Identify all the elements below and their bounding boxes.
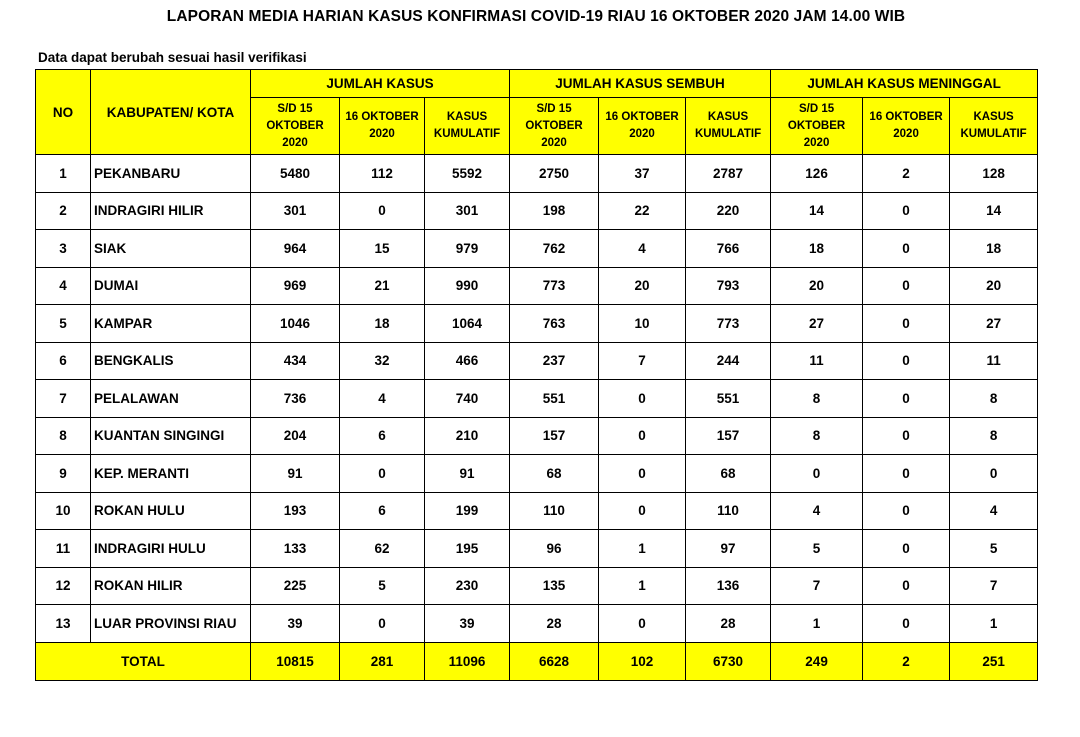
subheader-line: 2020 [803,136,830,149]
cell-deaths-prev: 5 [771,530,863,568]
cell-cases-today: 21 [340,267,425,305]
cell-cases-today: 5 [340,567,425,605]
cell-deaths-prev: 8 [771,380,863,418]
cell-deaths-prev: 4 [771,492,863,530]
cell-recovered-cumulative: 97 [686,530,771,568]
total-recovered-cumulative: 6730 [686,642,771,680]
cell-cases-cumulative: 990 [425,267,510,305]
cell-recovered-prev: 762 [510,230,599,268]
row-no: 8 [36,417,91,455]
table-row [36,230,1038,268]
cell-cases-prev: 434 [251,342,340,380]
report-title: LAPORAN MEDIA HARIAN KASUS KONFIRMASI COVID-19 RIAU 16 OKTOBER 2020 JAM 14.00 WIB [166,8,906,25]
cell-recovered-prev: 551 [510,380,599,418]
total-recovered-today: 102 [599,642,686,680]
cell-recovered-prev: 157 [510,417,599,455]
subheader-recovered-prev [510,98,599,155]
subheader-line: S/D 15 [277,102,313,115]
table-row [36,455,1038,493]
cell-deaths-cumulative: 1 [950,605,1038,643]
cell-recovered-today: 0 [599,417,686,455]
subheader-line: 2020 [893,128,919,140]
cell-deaths-cumulative: 20 [950,267,1038,305]
cell-deaths-prev: 20 [771,267,863,305]
cell-deaths-cumulative: 11 [950,342,1038,380]
cell-deaths-cumulative: 8 [950,380,1038,418]
cell-cases-today: 18 [340,305,425,343]
table-row [36,417,1038,455]
total-deaths-cumulative: 251 [950,642,1038,680]
cell-recovered-today: 22 [599,192,686,230]
cell-deaths-cumulative: 14 [950,192,1038,230]
cell-deaths-prev: 11 [771,342,863,380]
cell-cases-prev: 736 [251,380,340,418]
cell-deaths-prev: 27 [771,305,863,343]
cell-cases-cumulative: 195 [425,530,510,568]
subheader-deaths-prev [771,98,863,155]
cell-cases-today: 6 [340,417,425,455]
total-deaths-today: 2 [863,642,950,680]
subheader-line: OKTOBER [266,119,324,132]
table-row [36,492,1038,530]
subheader-deaths-cumulative [950,98,1038,155]
row-city: PELALAWAN [91,380,251,418]
cell-cases-today: 15 [340,230,425,268]
cell-recovered-cumulative: 551 [686,380,771,418]
total-cases-cumulative: 11096 [425,642,510,680]
subheader-line: KUMULATIF [433,128,501,140]
cell-recovered-prev: 2750 [510,155,599,193]
cell-deaths-today: 0 [863,605,950,643]
subheader-line: 16 OKTOBER [345,111,419,123]
cell-cases-today: 0 [340,192,425,230]
row-no: 6 [36,342,91,380]
cell-deaths-cumulative: 4 [950,492,1038,530]
cell-recovered-cumulative: 68 [686,455,771,493]
cell-recovered-today: 0 [599,380,686,418]
table-row [36,267,1038,305]
row-city: LUAR PROVINSI RIAU [91,605,251,643]
subheader-line: S/D 15 [798,102,835,115]
header-group-deaths: JUMLAH KASUS MENINGGAL [771,70,1038,98]
table-row [36,530,1038,568]
cell-cases-cumulative: 210 [425,417,510,455]
row-city: ROKAN HILIR [91,567,251,605]
cell-deaths-today: 0 [863,455,950,493]
table-row [36,192,1038,230]
cell-recovered-today: 1 [599,530,686,568]
cell-deaths-cumulative: 5 [950,530,1038,568]
cell-recovered-cumulative: 773 [686,305,771,343]
cell-recovered-prev: 198 [510,192,599,230]
cell-recovered-today: 1 [599,567,686,605]
cell-recovered-cumulative: 110 [686,492,771,530]
cell-recovered-today: 7 [599,342,686,380]
cell-deaths-today: 0 [863,342,950,380]
cell-recovered-cumulative: 220 [686,192,771,230]
header-no: NO [36,70,91,155]
cell-deaths-today: 0 [863,230,950,268]
cell-cases-cumulative: 740 [425,380,510,418]
row-city: ROKAN HULU [91,492,251,530]
table-body [36,155,1038,681]
cell-recovered-cumulative: 244 [686,342,771,380]
cell-deaths-today: 0 [863,380,950,418]
subheader-cases-cumulative [425,98,510,155]
cell-deaths-today: 0 [863,417,950,455]
row-city: KEP. MERANTI [91,455,251,493]
cell-recovered-today: 0 [599,492,686,530]
cell-cases-cumulative: 1064 [425,305,510,343]
subheader-line: KUMULATIF [960,128,1027,140]
cell-recovered-today: 10 [599,305,686,343]
row-no: 11 [36,530,91,568]
row-city: KAMPAR [91,305,251,343]
cell-deaths-cumulative: 128 [950,155,1038,193]
cell-cases-cumulative: 91 [425,455,510,493]
cell-deaths-today: 2 [863,155,950,193]
total-deaths-prev: 249 [771,642,863,680]
subheader-line: OKTOBER [787,119,846,132]
subheader-line: OKTOBER [525,119,583,132]
cell-deaths-prev: 1 [771,605,863,643]
subheader-line: KASUS [707,111,749,123]
row-no: 10 [36,492,91,530]
cell-recovered-prev: 773 [510,267,599,305]
cell-recovered-prev: 237 [510,342,599,380]
row-no: 5 [36,305,91,343]
cell-recovered-today: 20 [599,267,686,305]
table-row [36,567,1038,605]
cell-deaths-cumulative: 7 [950,567,1038,605]
cell-cases-prev: 133 [251,530,340,568]
cell-cases-today: 0 [340,605,425,643]
subheader-line: 16 OKTOBER [869,111,943,123]
total-row [36,642,1038,680]
cell-deaths-cumulative: 0 [950,455,1038,493]
cell-recovered-cumulative: 157 [686,417,771,455]
cell-deaths-prev: 18 [771,230,863,268]
subheader-line: 2020 [541,136,567,149]
cell-cases-prev: 969 [251,267,340,305]
row-no: 9 [36,455,91,493]
header-city: KABUPATEN/ KOTA [91,70,251,155]
table-row [36,155,1038,193]
subheader-deaths-today [863,98,950,155]
cell-deaths-today: 0 [863,492,950,530]
cell-recovered-prev: 28 [510,605,599,643]
cell-deaths-cumulative: 27 [950,305,1038,343]
cell-recovered-prev: 110 [510,492,599,530]
row-city: DUMAI [91,267,251,305]
table-row [36,342,1038,380]
cell-deaths-prev: 14 [771,192,863,230]
cell-cases-cumulative: 39 [425,605,510,643]
cell-recovered-prev: 96 [510,530,599,568]
row-city: BENGKALIS [91,342,251,380]
cell-recovered-cumulative: 2787 [686,155,771,193]
cell-recovered-today: 0 [599,605,686,643]
cell-cases-prev: 39 [251,605,340,643]
subheader-cases-prev [251,98,340,155]
subheader-line: KASUS [446,111,488,123]
cell-deaths-today: 0 [863,530,950,568]
cell-cases-prev: 1046 [251,305,340,343]
cell-deaths-today: 0 [863,267,950,305]
cell-cases-prev: 91 [251,455,340,493]
subheader-line: 2020 [282,136,308,149]
table-row [36,305,1038,343]
cell-recovered-cumulative: 28 [686,605,771,643]
total-recovered-prev: 6628 [510,642,599,680]
cell-cases-today: 32 [340,342,425,380]
subheader-line: 16 OKTOBER [605,111,679,123]
cell-cases-cumulative: 301 [425,192,510,230]
cell-recovered-today: 37 [599,155,686,193]
cell-cases-cumulative: 199 [425,492,510,530]
cell-deaths-cumulative: 18 [950,230,1038,268]
cell-recovered-today: 4 [599,230,686,268]
cell-recovered-today: 0 [599,455,686,493]
cell-cases-prev: 193 [251,492,340,530]
cell-recovered-prev: 763 [510,305,599,343]
cell-recovered-cumulative: 793 [686,267,771,305]
subheader-line: 2020 [369,128,395,140]
row-no: 4 [36,267,91,305]
cell-deaths-prev: 8 [771,417,863,455]
header-group-cases: JUMLAH KASUS [251,70,510,98]
cell-cases-cumulative: 5592 [425,155,510,193]
subheader-cases-today [340,98,425,155]
row-no: 1 [36,155,91,193]
cell-cases-cumulative: 230 [425,567,510,605]
row-no: 2 [36,192,91,230]
subheader-line: KUMULATIF [694,128,762,140]
cell-recovered-prev: 135 [510,567,599,605]
cell-deaths-prev: 126 [771,155,863,193]
row-no: 13 [36,605,91,643]
row-no: 7 [36,380,91,418]
table-row [36,380,1038,418]
cell-deaths-prev: 7 [771,567,863,605]
row-city: INDRAGIRI HILIR [91,192,251,230]
subheader-recovered-today [599,98,686,155]
header-group-recovered: JUMLAH KASUS SEMBUH [510,70,771,98]
cell-cases-prev: 5480 [251,155,340,193]
cell-recovered-prev: 68 [510,455,599,493]
cell-cases-today: 4 [340,380,425,418]
cell-cases-today: 6 [340,492,425,530]
total-label: TOTAL [36,642,251,680]
cell-cases-prev: 204 [251,417,340,455]
subheader-recovered-cumulative [686,98,771,155]
row-no: 12 [36,567,91,605]
cell-cases-today: 112 [340,155,425,193]
cell-cases-prev: 964 [251,230,340,268]
verification-note: Data dapat berubah sesuai hasil verifikasi [38,50,307,65]
row-no: 3 [36,230,91,268]
cell-recovered-cumulative: 136 [686,567,771,605]
cell-cases-cumulative: 466 [425,342,510,380]
row-city: INDRAGIRI HULU [91,530,251,568]
cell-recovered-cumulative: 766 [686,230,771,268]
cell-cases-prev: 301 [251,192,340,230]
total-cases-prev: 10815 [251,642,340,680]
cell-cases-cumulative: 979 [425,230,510,268]
cell-deaths-prev: 0 [771,455,863,493]
row-city: PEKANBARU [91,155,251,193]
row-city: KUANTAN SINGINGI [91,417,251,455]
cell-deaths-today: 0 [863,567,950,605]
row-city: SIAK [91,230,251,268]
cell-deaths-today: 0 [863,305,950,343]
table-row [36,605,1038,643]
subheader-line: KASUS [973,111,1014,123]
subheader-line: S/D 15 [536,102,572,115]
covid-cases-table [35,69,1038,681]
subheader-line: 2020 [629,128,655,140]
total-cases-today: 281 [340,642,425,680]
cell-deaths-cumulative: 8 [950,417,1038,455]
cell-cases-today: 0 [340,455,425,493]
cell-cases-today: 62 [340,530,425,568]
cell-cases-prev: 225 [251,567,340,605]
cell-deaths-today: 0 [863,192,950,230]
